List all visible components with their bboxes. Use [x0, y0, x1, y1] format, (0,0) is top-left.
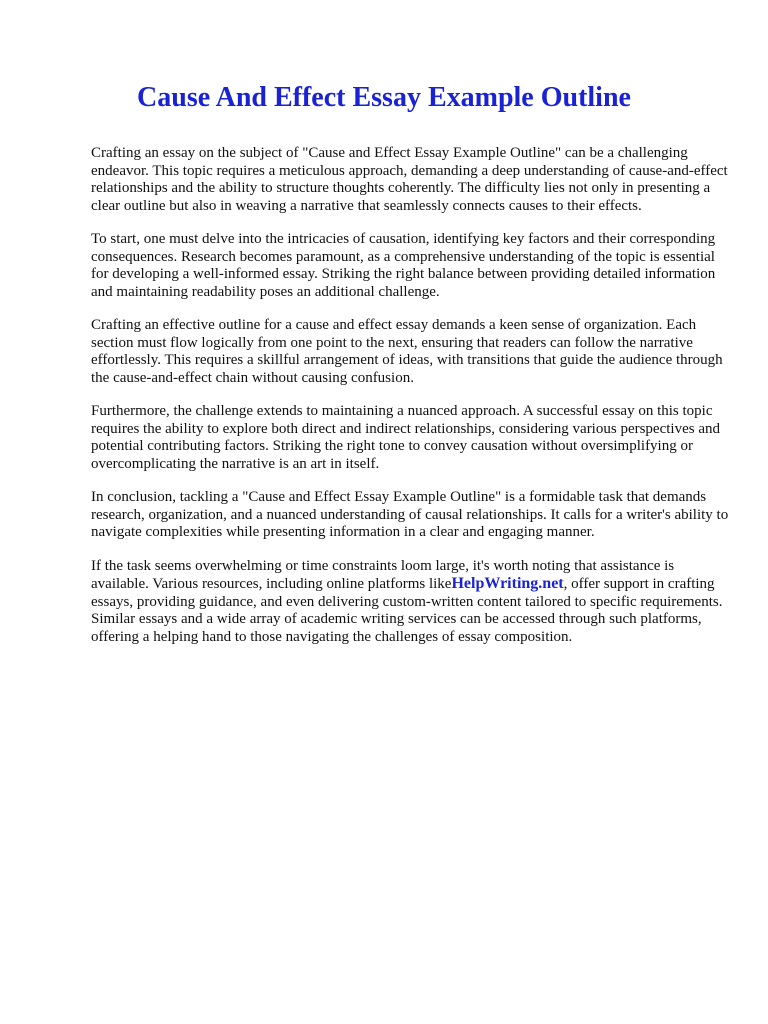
paragraph-2: To start, one must delve into the intricacies of causation, identifying key factors and their corresponding consequences. Research becomes paramount, as a comprehensive understanding of the topic is essential for developing a well-informed essay. Striking the right balance between providing detailed information and maintaining readability poses an additional challenge.	[91, 231, 716, 300]
paragraph-6-after-link: , offer support in crafting essays, providing guidance, and even delivering custom-written content tailored to specific requirements. Similar essays and a wide array of academic writing services can be accessed through such platforms, offering a helping hand to those navigating the challenges of essay composition.	[91, 576, 723, 645]
paragraph-6-before-link: If the task seems overwhelming or time constraints loom large, it's worth noting that assistance is available. Various resources, including online platforms like	[91, 557, 675, 592]
paragraph-6	[91, 558, 731, 647]
essay-body	[91, 145, 731, 662]
paragraph-5: In conclusion, tackling a "Cause and Effect Essay Example Outline" is a formidable task that demands research, organization, and a nuanced understanding of causal relationships. It calls for a writer's ability to navigate complexities while presenting information in a clear and engaging manner.	[91, 489, 729, 540]
page-title: Cause And Effect Essay Example Outline	[137, 82, 631, 113]
paragraph-4: Furthermore, the challenge extends to maintaining a nuanced approach. A successful essay on this topic requires the ability to explore both direct and indirect relationships, considering various perspectives and potential contributing factors. Striking the right tone to convey causation without oversimplifying or overcomplicating the narrative is an art in itself.	[91, 403, 720, 472]
paragraph-1: Crafting an essay on the subject of "Cause and Effect Essay Example Outline" can be a challenging endeavor. This topic requires a meticulous approach, demanding a deep understanding of cause-and-effect relationships and the ability to structure thoughts coherently. The difficulty lies not only in presenting a clear outline but also in weaving a narrative that seamlessly connects causes to their effects.	[91, 145, 728, 214]
helpwriting-link[interactable]: HelpWriting.net	[451, 575, 564, 592]
paragraph-3: Crafting an effective outline for a cause and effect essay demands a keen sense of organization. Each section must flow logically from one point to the next, ensuring that readers can follow the narrative effortlessly. This requires a skillful arrangement of ideas, with transitions that guide the audience through the cause-and-effect chain without causing confusion.	[91, 317, 723, 386]
